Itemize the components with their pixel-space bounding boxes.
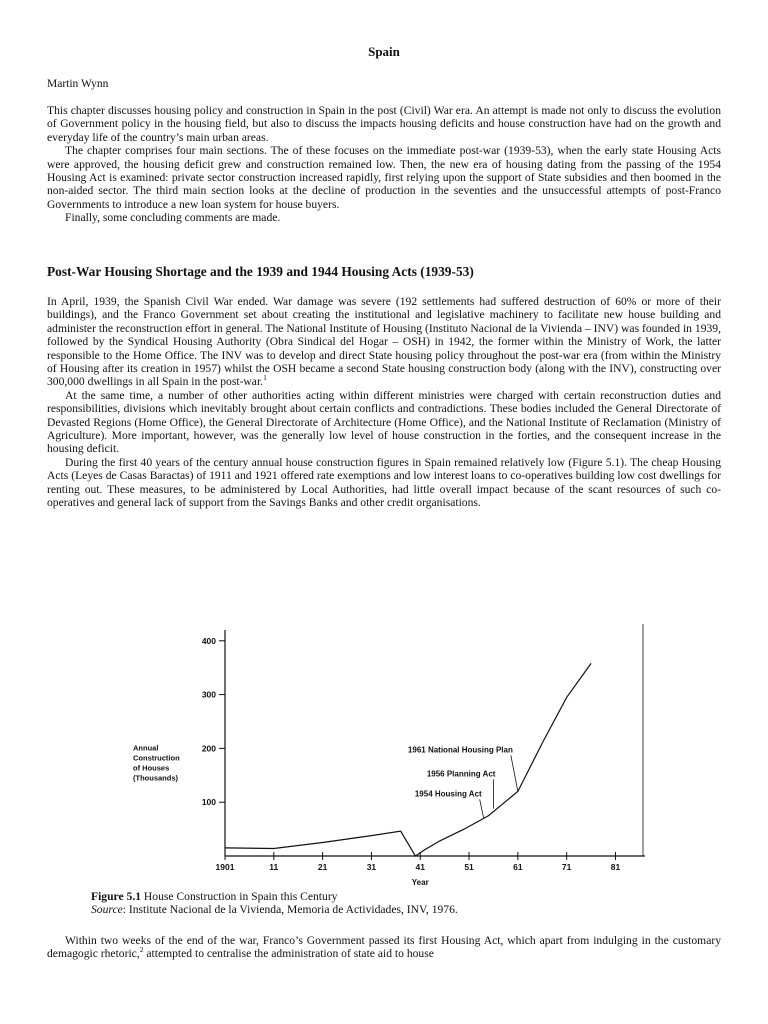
footnote-ref-2[interactable]: 2 — [139, 945, 144, 955]
annotation-leader-line — [480, 799, 484, 818]
tail-paragraph — [47, 934, 721, 961]
y-tick-label: 200 — [201, 743, 216, 754]
body-paragraph-2: At the same time, a number of other authorities acting within different ministries were charged with certain reconstruction duties and responsibilities, divisions which inevitably brought about certain conflicts and contradictions. These bodies included the General Directorate of Devasted Regions (Home Office), the General Directorate of Architecture (Home Office), and the National Institute of Reclamation (Ministry of Agriculture). More important, however, was the generally low level of house construction in the forties, and the consequent increase in the housing deficit. — [47, 388, 721, 456]
y-tick-label: 100 — [201, 797, 216, 808]
x-tick-label: 51 — [464, 862, 474, 872]
intro-section — [47, 104, 721, 225]
y-axis-label-line: of Houses — [133, 763, 170, 773]
figure-caption — [91, 890, 458, 916]
intro-paragraph-1: This chapter discusses housing policy and construction in Spain in the post (Civil) War era. An attempt is made not only to discuss the evolution of Government policy in the housing field, but also to discuss the impacts housing deficits and house construction have had on the growth and everyday life of the country’s main urban areas. — [47, 104, 721, 144]
section-heading: Post-War Housing Shortage and the 1939 and 1944 Housing Acts (1939-53) — [47, 264, 474, 279]
y-axis-label-line: Construction — [133, 753, 180, 763]
document-title: Spain — [368, 44, 400, 59]
x-tick-label: 41 — [415, 862, 425, 872]
x-tick-label: 11 — [269, 862, 279, 872]
footnote-ref-1[interactable]: 1 — [263, 373, 267, 383]
tail-text-a: Within two weeks of the end of the war, Franco’s Government passed its first Housing Act, which apart from indulging in the customary demagogic rhetoric, — [47, 934, 721, 961]
author-name: Martin Wynn — [47, 78, 109, 90]
x-tick-label: 21 — [317, 862, 328, 872]
body-paragraph-1-text: In April, 1939, the Spanish Civil War ended. War damage was severe (192 settlements had suffered destruction of 60% or more of their buildings), and the Franco Government set about creating the institutional and legislative machinery to facilitate new house building and administer the reconstruction effort in general. The National Institute of Housing (Instituto Nacional de la Vivienda – INV) was founded in 1939, followed by the Syndical Housing Authority (Obra Sindical del Hogar – OSH) in 1942, the former within the Ministry of Work, the latter responsible to the Home Office. The INV was to develop and direct State housing policy throughout the post-war era (from within the Ministry of Housing after its creation in 1957) whilst the OSH became a second State housing construction body (along with the INV), constructing over 300,000 dwellings in all Spain in the post-war. — [47, 295, 721, 389]
annotation-label: 1956 Planning Act — [426, 769, 496, 779]
body-paragraph-1 — [47, 295, 721, 389]
figure-5-1-chart — [87, 620, 657, 890]
x-tick-label: 61 — [513, 862, 523, 872]
y-axis-label-line: (Thousands) — [133, 773, 178, 783]
x-tick-label: 31 — [366, 862, 377, 872]
source-line — [91, 903, 458, 916]
intro-paragraph-3: Finally, some concluding comments are made. — [65, 211, 281, 225]
source-label: Source — [91, 903, 123, 916]
body-section — [47, 295, 721, 510]
source-text: : Institute Nacional de la Vivienda, Memoria de Actividades, INV, 1976. — [122, 903, 458, 916]
series-line — [225, 663, 591, 856]
x-tick-label: 71 — [561, 862, 572, 872]
intro-paragraph-2: The chapter comprises four main sections. The of these focuses on the immediate post-war (1939-53), when the early state Housing Acts were approved, the housing deficit grew and construction remained low. Then, the new era of housing dating from the passing of the 1954 Housing Act is examined: private sector construction increased rapidly, first relying upon the support of State subsidies and then boomed in the non-aided sector. The third main section looks at the decline of production in the seventies and the unsuccessful attempts of post-Franco Governments to introduce a new loan system for house buyers. — [47, 144, 721, 211]
y-tick-label: 400 — [201, 635, 216, 646]
x-axis-label: Year — [411, 878, 429, 887]
annotation-label: 1961 National Housing Plan — [407, 745, 513, 755]
y-axis-label-line: Annual — [133, 743, 159, 753]
caption-label: Figure 5.1 — [91, 890, 142, 903]
y-tick-label: 300 — [201, 689, 216, 700]
tail-section — [47, 934, 721, 961]
x-tick-label: 1901 — [215, 862, 235, 872]
annotation-leader-line — [511, 755, 518, 791]
annotation-label: 1954 Housing Act — [414, 789, 482, 799]
caption-text: House Construction in Spain this Century — [141, 890, 338, 903]
caption-line — [91, 890, 458, 903]
body-paragraph-3: During the first 40 years of the century annual house construction figures in Spain remained relatively low (Figure 5.1). The cheap Housing Acts (Leyes de Casas Baractas) of 1911 and 1921 offered rate exemptions and low interest loans to co-operatives building low cost dwellings for renting out. These measures, to be administered by Local Authorities, had little overall impact because of the scant resources of such co-operatives and general lack of support from the Savings Banks and other credit organisations. — [47, 455, 721, 510]
x-tick-label: 81 — [610, 862, 621, 872]
tail-text-b: attempted to centralise the administration of state aid to house — [143, 947, 434, 961]
